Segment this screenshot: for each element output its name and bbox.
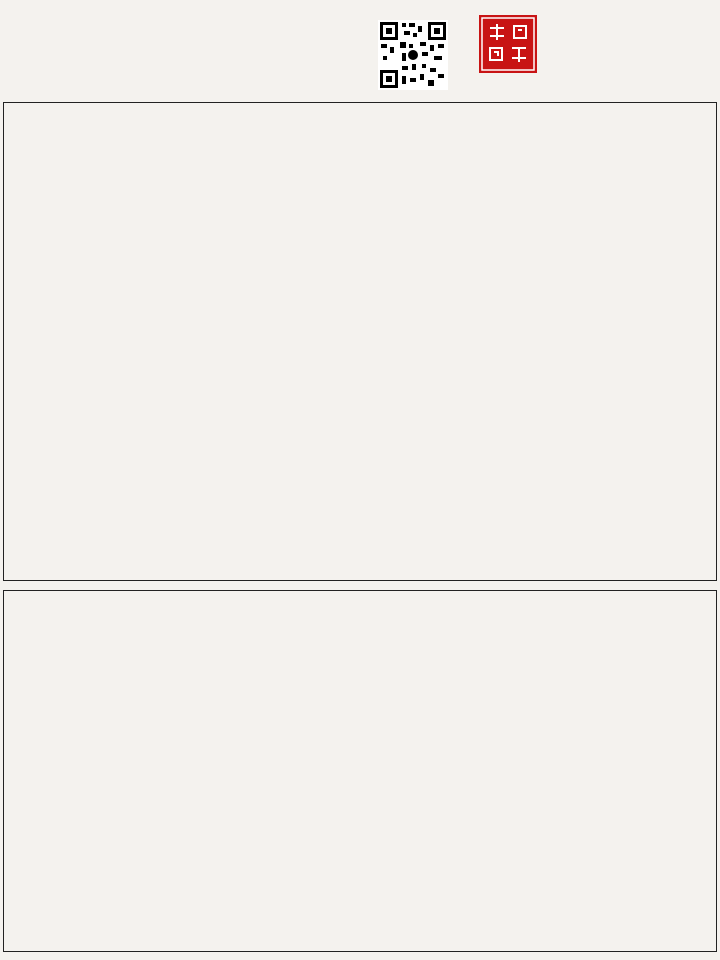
red-seal-icon — [478, 14, 538, 74]
bazi-pillars-grid — [3, 102, 717, 581]
qr-code-icon — [378, 20, 448, 90]
annual-luck-grid — [3, 590, 717, 952]
